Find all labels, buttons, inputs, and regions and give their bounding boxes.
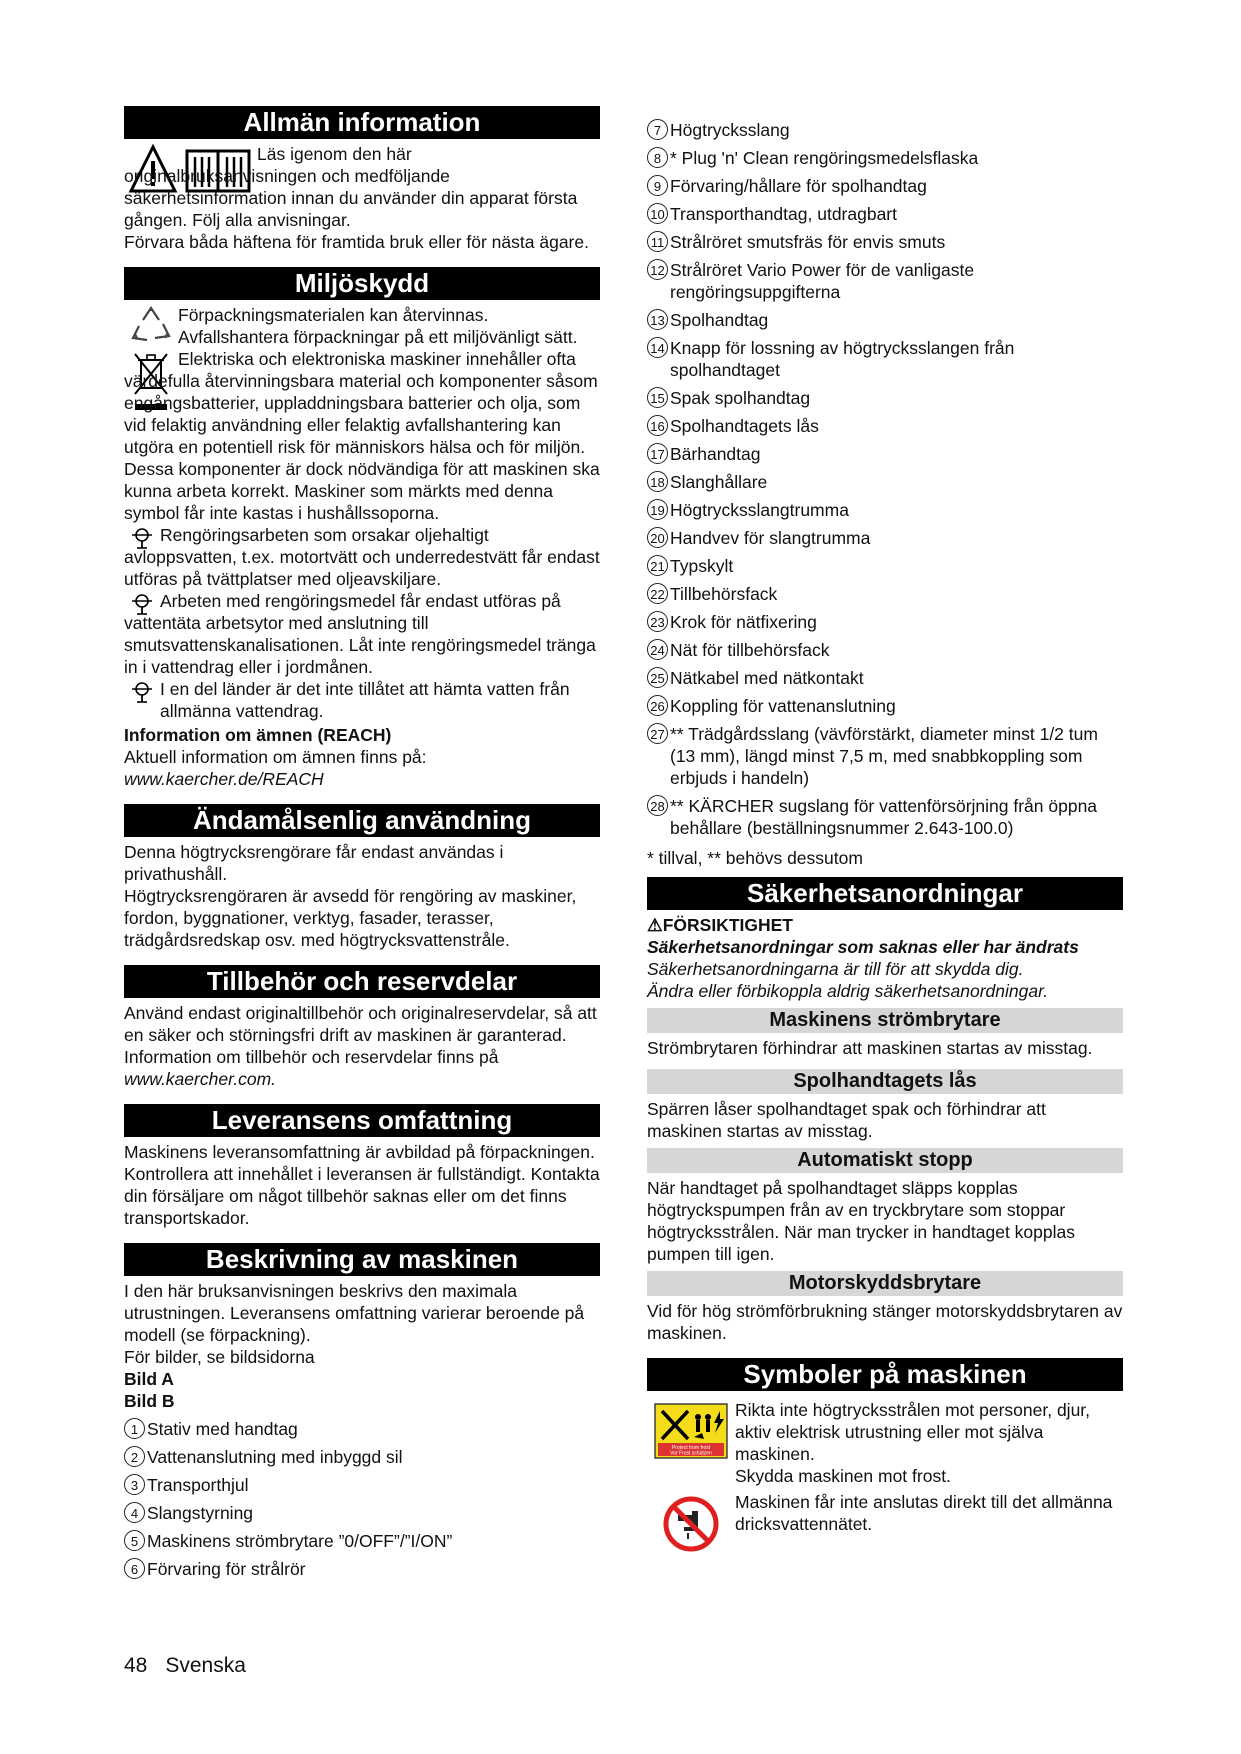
subheading-maskinens-strombrytare: Maskinens strömbrytare	[647, 1008, 1123, 1033]
item-label: Stativ med handtag	[147, 1419, 298, 1439]
item-label: ** Trädgårdsslang (vävförstärkt, diameter minst 1/2 tum (13 mm), längd minst 7,5 m, med snabbkoppling som erbjuds i handeln)	[670, 724, 1098, 788]
list-item	[647, 795, 1123, 839]
s2-text: Spärren låser spolhandtaget spak och förhindrar att maskinen startas av misstag.	[647, 1099, 1046, 1141]
parts-list-right	[647, 119, 1123, 839]
warning-text-2: Ändra eller förbikoppla aldrig säkerhetsanordningar.	[647, 981, 1049, 1001]
list-item	[647, 611, 1123, 633]
tillbehor-link[interactable]: www.kaercher.com.	[124, 1069, 277, 1089]
item-number-badge: 10	[647, 203, 668, 224]
item-number-badge: 9	[647, 175, 668, 196]
list-item	[647, 231, 1123, 253]
right-column	[647, 119, 1123, 1553]
sym1-label-2: Vor Frost schützen	[670, 1450, 712, 1457]
item-number-badge: 15	[647, 387, 668, 408]
item-number-badge: 5	[124, 1530, 145, 1551]
list-item	[647, 259, 1123, 303]
item-number-badge: 21	[647, 555, 668, 576]
page-footer	[124, 1655, 264, 1677]
item-label: Högtrycksslangtrumma	[670, 500, 849, 520]
item-number-badge: 23	[647, 611, 668, 632]
sym1-label-1: Protect from frost	[671, 1445, 711, 1451]
subheading-spolhandtagets-las: Spolhandtagets lås	[647, 1069, 1123, 1094]
list-item	[647, 337, 1123, 381]
bild-a-label: Bild A	[124, 1369, 174, 1389]
item-number-badge: 6	[124, 1558, 145, 1579]
list-item	[647, 527, 1123, 549]
item-label: Transporthandtag, utdragbart	[670, 204, 897, 224]
list-item	[647, 415, 1123, 437]
item-number-badge: 3	[124, 1474, 145, 1495]
item-label: * Plug 'n' Clean rengöringsmedelsflaska	[670, 148, 979, 168]
andamal-text-1: Denna högtrycksrengörare får endast användas i privathushåll.	[124, 842, 504, 884]
warning-line	[647, 914, 1123, 936]
item-label: Förvaring/hållare för spolhandtag	[670, 176, 927, 196]
item-label: ** KÄRCHER sugslang för vattenförsörjning från öppna behållare (beställningsnummer 2.643-100.0)	[670, 796, 1098, 838]
item-label: Spolhandtagets lås	[670, 416, 819, 436]
item-number-badge: 2	[124, 1446, 145, 1467]
list-item	[647, 583, 1123, 605]
bild-b-label: Bild B	[124, 1391, 175, 1411]
allman-text-1: Läs igenom den här originalbruksanvisningen och medföljande säkerhetsinformation innan du använder din apparat första gången. Följ alla anvisningar.	[124, 144, 578, 230]
item-number-badge: 1	[124, 1418, 145, 1439]
item-number-badge: 22	[647, 583, 668, 604]
heading-beskrivning: Beskrivning av maskinen	[124, 1243, 600, 1276]
miljo-text-4: Arbeten med rengöringsmedel får endast utföras på vattentäta arbetsytor med anslutning till smutsvattenskanalisationen. Låt inte rengöringsmedel tränga in i vattendrag eller i jordmånen.	[124, 591, 596, 677]
no-drinking-water-connection-icon	[662, 1495, 720, 1553]
heading-andamalsenlig: Ändamålsenlig användning	[124, 804, 600, 837]
s3-text: När handtaget på spolhandtaget släpps kopplas högtryckspumpen från av en tryckbrytare som stoppar högtrycksstrålen. När man trycker in handtaget kopplas pumpen till igen.	[647, 1178, 1075, 1264]
item-label: Högtrycksslang	[670, 120, 790, 140]
list-item	[647, 309, 1123, 331]
item-number-badge: 20	[647, 527, 668, 548]
item-number-badge: 17	[647, 443, 668, 464]
list-item	[647, 175, 1123, 197]
item-label: Slangstyrning	[147, 1503, 254, 1523]
symbol-row-1	[647, 1399, 1123, 1487]
item-label: Knapp för lossning av högtrycksslangen från spolhandtaget	[670, 338, 1015, 380]
list-item	[124, 1418, 600, 1440]
water-tap-icon	[129, 680, 155, 704]
item-label: Koppling för vattenanslutning	[670, 696, 896, 716]
heading-symboler: Symboler på maskinen	[647, 1358, 1123, 1391]
item-number-badge: 14	[647, 337, 668, 358]
warning-title: Säkerhetsanordningar som saknas eller har ändrats	[647, 937, 1079, 957]
item-label: Slanghållare	[670, 472, 768, 492]
recycle-row	[124, 304, 600, 348]
sym1-text-wrap	[735, 1399, 1123, 1487]
item-number-badge: 8	[647, 147, 668, 168]
symbol-row-2	[647, 1491, 1123, 1553]
list-item	[124, 1530, 600, 1552]
miljo-text-3: Rengöringsarbeten som orsakar oljehaltigt avloppsvatten, t.ex. motortvätt och underredestvätt får endast utföras på tvättplatser med oljeavskiljare.	[124, 525, 600, 589]
item-label: Strålröret Vario Power för de vanligaste rengöringsuppgifterna	[670, 260, 975, 302]
water-row	[124, 678, 600, 722]
reach-paragraph	[124, 746, 600, 790]
item-label: Maskinens strömbrytare ”0/OFF”/”I/ON”	[147, 1531, 453, 1551]
list-item	[124, 1446, 600, 1468]
item-number-badge: 12	[647, 259, 668, 280]
reach-text: Aktuell information om ämnen finns på:	[124, 747, 427, 767]
item-label: Nätkabel med nätkontakt	[670, 668, 864, 688]
list-item	[647, 639, 1123, 661]
item-label: Nät för tillbehörsfack	[670, 640, 830, 660]
andamal-text-2: Högtrycksrengöraren är avsedd för rengöring av maskiner, fordon, byggnationer, verktyg, fasader, terasser, trädgårdsredskap osv. med högtrycksvattenstråle.	[124, 886, 577, 950]
beskrivning-text-2: För bilder, se bildsidorna	[124, 1347, 315, 1367]
item-number-badge: 24	[647, 639, 668, 660]
subheading-motorskyddsbrytare: Motorskyddsbrytare	[647, 1271, 1123, 1296]
item-label: Spolhandtag	[670, 310, 769, 330]
heading-allman-information: Allmän information	[124, 106, 600, 139]
list-item	[124, 1474, 600, 1496]
heading-miljoskydd: Miljöskydd	[124, 267, 600, 300]
list-item	[647, 695, 1123, 717]
item-label: Typskylt	[670, 556, 734, 576]
recycle-icon	[129, 304, 173, 346]
item-label: Handvev för slangtrumma	[670, 528, 871, 548]
item-label: Vattenanslutning med inbyggd sil	[147, 1447, 403, 1467]
list-item	[647, 387, 1123, 409]
sym2-img-wrap	[647, 1491, 735, 1553]
reach-title: Information om ämnen (REACH)	[124, 725, 392, 745]
warning-triangle-icon: ⚠	[647, 915, 663, 935]
miljo-text-5: I en del länder är det inte tillåtet att hämta vatten från allmänna vattendrag.	[160, 679, 570, 721]
item-number-badge: 26	[647, 695, 668, 716]
footer-language: Svenska	[165, 1654, 246, 1677]
no-spray-frost-label-icon	[654, 1403, 728, 1459]
item-label: Transporthjul	[147, 1475, 249, 1495]
item-number-badge: 11	[647, 231, 668, 252]
item-number-badge: 18	[647, 471, 668, 492]
miljo-text-1: Förpackningsmaterialen kan återvinnas. Avfallshantera förpackningar på ett miljövänligt sätt.	[178, 305, 578, 347]
left-column	[124, 106, 600, 1586]
list-item	[647, 667, 1123, 689]
item-number-badge: 25	[647, 667, 668, 688]
list-item	[124, 1502, 600, 1524]
item-label: Tillbehörsfack	[670, 584, 778, 604]
tap-icon-wrap-3	[124, 678, 160, 722]
footnote: * tillval, ** behövs dessutom	[647, 848, 863, 868]
item-number-badge: 28	[647, 795, 668, 816]
parts-list-left	[124, 1418, 600, 1580]
reach-link[interactable]: www.kaercher.de/REACH	[124, 769, 324, 789]
item-label: Strålröret smutsfräs för envis smuts	[670, 232, 946, 252]
page-number: 48	[124, 1654, 148, 1677]
list-item	[647, 147, 1123, 169]
item-number-badge: 13	[647, 309, 668, 330]
list-item	[647, 119, 1123, 141]
item-number-badge: 7	[647, 119, 668, 140]
item-number-badge: 4	[124, 1502, 145, 1523]
item-number-badge: 27	[647, 723, 668, 744]
list-item	[124, 1558, 600, 1580]
list-item	[647, 471, 1123, 493]
heading-sakerhetsanordningar: Säkerhetsanordningar	[647, 877, 1123, 910]
list-item	[647, 203, 1123, 225]
s1-text: Strömbrytaren förhindrar att maskinen startas av misstag.	[647, 1038, 1093, 1058]
heading-leverans: Leveransens omfattning	[124, 1104, 600, 1137]
sym1-text-1: Rikta inte högtrycksstrålen mot personer, djur, aktiv elektrisk utrustning eller mot själva maskinen.	[735, 1400, 1091, 1464]
subheading-automatiskt-stopp: Automatiskt stopp	[647, 1148, 1123, 1173]
sym2-text-1: Maskinen får inte anslutas direkt till det allmänna dricksvattennätet.	[735, 1492, 1113, 1534]
item-label: Bärhandtag	[670, 444, 761, 464]
leverans-text-1: Maskinens leveransomfattning är avbildad på förpackningen. Kontrollera att innehållet i leveransen är fullständigt. Kontakta din försäljare om något tillbehör saknas eller om det finns transportskador.	[124, 1142, 600, 1228]
warning-text-1: Säkerhetsanordningarna är till för att skydda dig.	[647, 959, 1024, 979]
recycle-icon-wrap	[124, 304, 178, 348]
beskrivning-text-1: I den här bruksanvisningen beskrivs den maximala utrustningen. Leveransens omfattning varierar beroende på modell (se förpackning).	[124, 1281, 585, 1345]
item-number-badge: 16	[647, 415, 668, 436]
tillbehor-text-1: Använd endast originaltillbehör och originalreservdelar, så att en säker och störningsfri drift av maskinen är garanterad.	[124, 1003, 597, 1045]
allman-text-2: Förvara båda häftena för framtida bruk eller för nästa ägare.	[124, 232, 589, 252]
miljo-text-2: Elektriska och elektroniska maskiner innehåller ofta värdefulla återvinningsbara material och komponenter såsom engångsbatterier, uppladdningsbara batterier och olja, som vid felaktig användning eller felaktig avfallshantering kan utgöra en potentiell risk för människors hälsa och för miljön. Dessa komponenter är dock nödvändiga för att maskinen ska kunna arbeta korrekt. Maskiner som märkts med denna symbol får inte kastas i hushållssoporna.	[124, 349, 600, 523]
list-item	[647, 443, 1123, 465]
item-label: Förvaring för strålrör	[147, 1559, 306, 1579]
warning-label: FÖRSIKTIGHET	[662, 915, 793, 935]
list-item	[647, 555, 1123, 577]
item-number-badge: 19	[647, 499, 668, 520]
s4-text: Vid för hög strömförbrukning stänger motorskyddsbrytaren av maskinen.	[647, 1301, 1123, 1343]
heading-tillbehor: Tillbehör och reservdelar	[124, 965, 600, 998]
item-label: Spak spolhandtag	[670, 388, 811, 408]
tillbehor-text-2: Information om tillbehör och reservdelar finns på	[124, 1047, 499, 1067]
sym1-img-wrap	[647, 1399, 735, 1487]
sym1-text-2: Skydda maskinen mot frost.	[735, 1466, 951, 1486]
list-item	[647, 499, 1123, 521]
item-label: Krok för nätfixering	[670, 612, 817, 632]
list-item	[647, 723, 1123, 789]
